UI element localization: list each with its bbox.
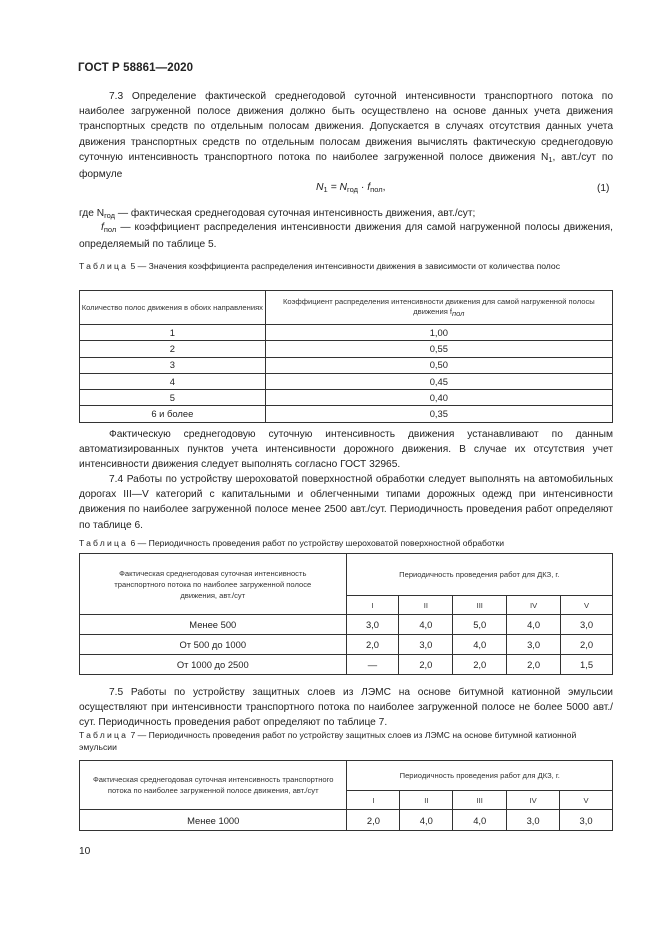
table-cell: 0,45 xyxy=(265,373,612,389)
where-1-sub: год xyxy=(104,211,116,220)
formula-mid-sub: год xyxy=(347,185,359,194)
table-cell: Менее 1000 xyxy=(80,810,347,831)
table-7 xyxy=(79,760,613,831)
table-cell: 2,0 xyxy=(399,655,453,675)
table-cell: От 1000 до 2500 xyxy=(80,655,347,675)
formula-1 xyxy=(316,182,385,194)
table-6-col-2-header: Периодичность проведения работ для ДКЗ, г. xyxy=(346,554,612,596)
document-header: ГОСТ Р 58861—2020 xyxy=(78,62,194,74)
table-5-caption-prefix: Таблица xyxy=(79,261,129,271)
table-cell: 4,0 xyxy=(507,615,561,635)
table-row xyxy=(80,325,613,341)
table-row xyxy=(80,341,613,357)
table-6-caption xyxy=(79,537,613,549)
table-cell: 4,0 xyxy=(453,635,507,655)
table-row xyxy=(80,655,613,675)
table-cell: 5,0 xyxy=(453,615,507,635)
table-row xyxy=(80,406,613,422)
table-cell: Менее 500 xyxy=(80,615,347,635)
table-cell: От 500 до 1000 xyxy=(80,635,347,655)
table-cell: 1,00 xyxy=(265,325,612,341)
table-cell: 6 и более xyxy=(80,406,266,422)
paragraph-7-3-subscript: 1 xyxy=(548,154,553,164)
table-row xyxy=(80,373,613,389)
formula-lhs: N xyxy=(316,182,324,193)
table-cell: 3,0 xyxy=(561,615,613,635)
where-1-text: — фактическая среднегодовая суточная интенсивность движения, авт./сут; xyxy=(115,208,476,219)
table-7-caption-text: 7 — Периодичность проведения работ по устройству защитных слоев из ЛЭМС на основе битумной катионной эмульсии xyxy=(79,730,577,752)
table-cell: 3,0 xyxy=(507,635,561,655)
table-7-subcol: I xyxy=(347,791,400,810)
formula-rhs-sub: пол xyxy=(370,185,383,194)
table-cell: 4 xyxy=(80,373,266,389)
table-6-subcol: III xyxy=(453,596,507,615)
table-cell: 0,55 xyxy=(265,341,612,357)
table-6-subcol: V xyxy=(561,596,613,615)
table-7-col-2-header: Периодичность проведения работ для ДКЗ, г. xyxy=(347,761,613,791)
table-7-caption xyxy=(79,729,613,753)
table-7-col-1-header: Фактическая среднегодовая суточная интенсивность транспортного потока по наиболее загруженной полосе движения, авт./сут xyxy=(80,761,347,810)
table-cell: 2,0 xyxy=(347,810,400,831)
paragraph-7-4: 7.4 Работы по устройству шероховатой поверхностной обработки следует выполнять на автомобильных дорогах III—V категорий с капитальными и облегченными типами дорожных одежд при интенсивности движения по наиболее загруженной полосе менее 2500 авт./сут. Периодичность проведения работ определяют по таблице 6. xyxy=(79,474,613,531)
table-cell: 3 xyxy=(80,357,266,373)
table-row xyxy=(80,635,613,655)
formula-lhs-sub: 1 xyxy=(323,185,328,194)
table-7-caption-prefix: Таблица xyxy=(79,730,129,740)
table-cell: 2,0 xyxy=(346,635,399,655)
formula-dot: · f xyxy=(358,182,371,193)
formula-number: (1) xyxy=(597,183,610,194)
table-cell: 2,0 xyxy=(561,635,613,655)
table-cell: — xyxy=(346,655,399,675)
table-cell: 3,0 xyxy=(346,615,399,635)
table-row xyxy=(80,390,613,406)
table-cell: 4,0 xyxy=(400,810,453,831)
table-5-col-2-header-sub: пол xyxy=(452,308,465,318)
table-cell: 2,0 xyxy=(507,655,561,675)
table-5-col-2-header xyxy=(265,291,612,325)
table-6-subcol: II xyxy=(399,596,453,615)
where-2-text: — коэффициент распределения интенсивности движения для самой нагруженной полосы движения, определяемый по таблице 5. xyxy=(79,222,613,250)
table-6 xyxy=(79,553,613,675)
table-cell: 1,5 xyxy=(561,655,613,675)
paragraph-7-3-end: , авт./сут по формуле xyxy=(79,151,614,181)
table-6-header-row xyxy=(80,554,613,596)
table-cell: 3,0 xyxy=(399,635,453,655)
table-cell: 3,0 xyxy=(507,810,560,831)
table-cell: 0,50 xyxy=(265,357,612,373)
table-cell: 0,40 xyxy=(265,390,612,406)
table-6-col-1-header: Фактическая среднегодовая суточная интенсивность транспортного потока по наиболее загруженной полосе движения, авт./сут xyxy=(80,554,347,615)
paragraph-7-5: 7.5 Работы по устройству защитных слоев из ЛЭМС на основе битумной катионной эмульсии осуществляют при интенсивности транспортного потока по наиболее загруженной полосе не более 5000 авт./сут. Периодичность проведения работ определяют по таблице 7. xyxy=(79,687,613,729)
table-cell: 0,35 xyxy=(265,406,612,422)
table-cell: 2,0 xyxy=(453,655,507,675)
where-line-2 xyxy=(79,221,613,252)
table-cell: 5 xyxy=(80,390,266,406)
table-7-header-row xyxy=(80,761,613,791)
where-2-sub: пол xyxy=(103,225,117,234)
paragraph-7-3 xyxy=(79,89,613,182)
table-row xyxy=(80,357,613,373)
where-1-pre: где N xyxy=(79,208,105,219)
table-5-caption-text: 5 — Значения коэффициента распределения интенсивности движения в зависимости от количества полос xyxy=(128,261,560,271)
table-cell: 4,0 xyxy=(453,810,507,831)
table-row xyxy=(80,615,613,635)
formula-end: , xyxy=(382,182,386,193)
table-cell: 3,0 xyxy=(560,810,613,831)
table-5-header-row xyxy=(80,291,613,325)
table-row xyxy=(80,810,613,831)
table-5-caption xyxy=(79,260,613,272)
paragraph-7-3-text: 7.3 Определение фактической среднегодовой суточной интенсивности транспортного потока по наиболее загруженной полосе движения должно быть осуществлено на основе данных учета движения транспортных средств по отдельным полосам движения. Допускается в случаях отсутствия данных учета движения транспортных средств по отдельным полосам движения вычислять фактическую среднегодовую суточную интенсивность транспортного потока по наиболее загруженной полосе движения N xyxy=(79,91,613,163)
table-5 xyxy=(79,290,613,423)
table-5-col-2-header-text: Коэффициент распределения интенсивности движения для самой нагруженной полосы движения f xyxy=(282,296,595,316)
table-7-subcol: III xyxy=(453,791,507,810)
formula-eq: = N xyxy=(327,182,348,193)
table-6-subcol: I xyxy=(346,596,399,615)
table-cell: 4,0 xyxy=(399,615,453,635)
table-6-caption-text: 6 — Периодичность проведения работ по устройству шероховатой поверхностной обработки xyxy=(128,538,505,548)
table-7-subcol: II xyxy=(400,791,453,810)
table-cell: 2 xyxy=(80,341,266,357)
where-2-pre: f xyxy=(101,222,104,233)
table-6-caption-prefix: Таблица xyxy=(79,538,129,548)
table-cell: 1 xyxy=(80,325,266,341)
table-6-subcol: IV xyxy=(507,596,561,615)
paragraph-after-table-5: Фактическую среднегодовую суточную интенсивность движения устанавливают по данным автоматизированных пунктов учета интенсивности дорожного движения. В случае их отсутствия учет интенсивности движения следует выполнять согласно ГОСТ 32965. xyxy=(79,429,613,471)
table-7-subcol: V xyxy=(560,791,613,810)
table-5-col-1-header: Количество полос движения в обоих направлениях xyxy=(80,291,266,325)
page-number: 10 xyxy=(79,846,91,857)
table-7-subcol: IV xyxy=(507,791,560,810)
